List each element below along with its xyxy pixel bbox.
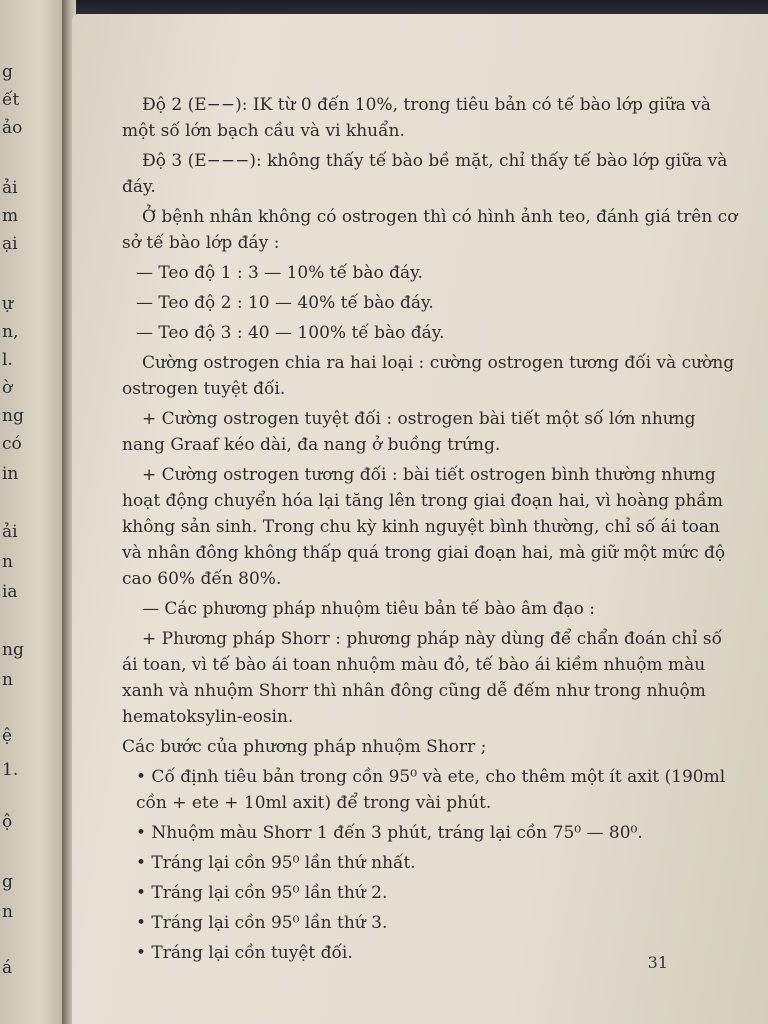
left-margin-fragment: n <box>2 902 13 922</box>
section-heading: — Các phương pháp nhuộm tiêu bản tế bào âm đạo : <box>142 599 596 619</box>
left-margin-fragment: g <box>2 872 13 892</box>
left-margin-fragment: l. <box>2 350 13 370</box>
left-page <box>0 0 66 1024</box>
left-margin-fragment: n <box>2 670 13 690</box>
paragraph: Các bước của phương pháp nhuộm Shorr ; <box>122 737 487 757</box>
left-margin-fragment: n, <box>2 322 19 342</box>
left-margin-fragment: ải <box>2 522 18 542</box>
left-margin-fragment: m <box>2 206 19 226</box>
left-margin-fragment: ờ <box>2 378 13 398</box>
list-item: • Nhuộm màu Shorr 1 đến 3 phút, tráng lại cồn 75⁰ — 80⁰. <box>136 823 643 843</box>
paragraph: Cường ostrogen chia ra hai loại : cường ostrogen tương đối và cường ostrogen tuyệt đối. <box>122 353 735 399</box>
left-margin-fragment: ại <box>2 234 18 254</box>
left-margin-fragment: ự <box>2 294 13 314</box>
left-margin-fragment: có <box>2 434 22 454</box>
paragraph: + Phương pháp Shorr : phương pháp này dùng để chẩn đoán chỉ số ái toan, vì tế bào ái toan nhuộm màu đỏ, tế bào ái kiềm nhuộm màu xanh và nhuộm Shorr thì nhân đông cũng dễ đếm như trong nhuộm hematoksylin-eosin. <box>122 629 723 727</box>
left-margin-fragment: ải <box>2 178 18 198</box>
list-item: — Teo độ 3 : 40 — 100% tế bào đáy. <box>136 323 445 343</box>
left-margin-fragment: ộ <box>2 812 13 832</box>
left-margin-fragment: n <box>2 552 13 572</box>
page-number: 31 <box>647 953 668 972</box>
paragraph: Độ 2 (E−−): IK từ 0 đến 10%, trong tiêu bản có tế bào lớp giữa và một số lớn bạch cầu và vi khuẩn. <box>122 95 711 141</box>
left-margin-fragment: 1. <box>2 760 19 780</box>
left-margin-fragment: ết <box>2 90 20 110</box>
list-item: — Teo độ 1 : 3 — 10% tế bào đáy. <box>136 263 423 283</box>
paragraph: + Cường ostrogen tương đối : bài tiết ostrogen bình thường nhưng hoạt động chuyển hóa lại tăng lên trong giai đoạn hai, vì hoàng phầm không sản sinh. Trong chu kỳ kinh nguyệt bình thường, chỉ số ái toan và nhân đông không thấp quá trong giai đoạn hai, mà giữ một mức độ cao 60% đến 80%. <box>122 465 726 589</box>
left-margin-fragment: ng <box>2 406 24 426</box>
list-item: • Tráng lại cồn 95⁰ lần thứ nhất. <box>136 853 416 873</box>
left-margin-fragment: g <box>2 62 13 82</box>
paragraph: Ở bệnh nhân không có ostrogen thì có hình ảnh teo, đánh giá trên cơ sở tế bào lớp đáy : <box>122 207 738 253</box>
list-item: • Cố định tiêu bản trong cồn 95⁰ và ete, cho thêm một ít axit (190ml cồn + ete + 10ml axit) để trong vài phút. <box>136 767 726 813</box>
left-margin-fragment: ảo <box>2 118 23 138</box>
page-text <box>122 92 742 970</box>
left-margin-fragment: á <box>2 958 13 978</box>
list-item: • Tráng lại cồn 95⁰ lần thứ 3. <box>136 913 388 933</box>
left-margin-fragment: ng <box>2 640 24 660</box>
right-page <box>72 14 768 1024</box>
left-margin-fragment: in <box>2 464 19 484</box>
paragraph: Độ 3 (E−−−): không thấy tế bào bề mặt, chỉ thấy tế bào lớp giữa và đáy. <box>122 151 728 197</box>
left-margin-fragment: ia <box>2 582 18 602</box>
paragraph: + Cường ostrogen tuyệt đối : ostrogen bài tiết một số lớn nhưng nang Graaf kéo dài, đa nang ở buồng trứng. <box>122 409 696 455</box>
list-item: • Tráng lại cồn 95⁰ lần thứ 2. <box>136 883 388 903</box>
left-margin-fragment: ệ <box>2 726 13 746</box>
list-item: — Teo độ 2 : 10 — 40% tế bào đáy. <box>136 293 434 313</box>
list-item: • Tráng lại cồn tuyệt đối. <box>136 943 353 963</box>
